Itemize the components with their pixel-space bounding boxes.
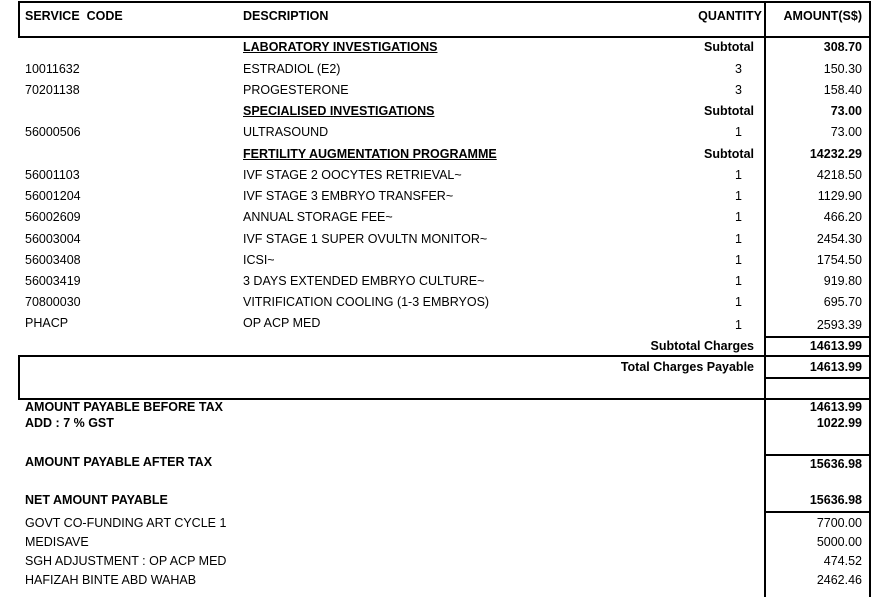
- item-description: ESTRADIOL (E2): [243, 62, 341, 76]
- item-quantity: 1: [735, 210, 742, 224]
- item-quantity: 1: [735, 274, 742, 288]
- net-amount-payable-value: 15636.98: [809, 493, 862, 507]
- item-amount: 73.00: [830, 125, 862, 139]
- section-title-laboratory: LABORATORY INVESTIGATIONS: [243, 40, 438, 54]
- item-quantity: 1: [735, 189, 742, 203]
- subtotal-amount: 73.00: [830, 104, 862, 118]
- item-amount: 695.70: [823, 295, 862, 309]
- amount-after-tax-value: 15636.98: [809, 457, 862, 471]
- service-code: 56003419: [25, 274, 81, 288]
- payment-amount: 5000.00: [816, 535, 862, 549]
- amount-before-tax-label: AMOUNT PAYABLE BEFORE TAX: [25, 400, 223, 414]
- item-quantity: 1: [735, 232, 742, 246]
- item-amount: 1129.90: [817, 189, 862, 203]
- service-code: 56000506: [25, 125, 81, 139]
- subtotal-charges-amount: 14613.99: [809, 339, 862, 353]
- item-amount: 919.80: [823, 274, 862, 288]
- item-description: IVF STAGE 3 EMBRYO TRANSFER~: [243, 189, 454, 203]
- payments-top-rule: [764, 511, 871, 513]
- item-amount: 150.30: [823, 62, 862, 76]
- subtotal-label: Subtotal: [704, 40, 754, 54]
- item-description: PROGESTERONE: [243, 83, 349, 97]
- item-quantity: 1: [735, 125, 742, 139]
- section-title-specialised: SPECIALISED INVESTIGATIONS: [243, 104, 435, 118]
- service-code: PHACP: [25, 316, 69, 330]
- amount-column-divider: [764, 1, 766, 597]
- payment-amount: 7700.00: [816, 516, 862, 530]
- gst-label: ADD : 7 % GST: [25, 416, 114, 430]
- table-left-border: [18, 1, 20, 37]
- item-amount: 466.20: [823, 210, 862, 224]
- payment-label: GOVT CO-FUNDING ART CYCLE 1: [25, 516, 227, 530]
- payment-label: HAFIZAH BINTE ABD WAHAB: [25, 573, 197, 587]
- item-quantity: 1: [735, 318, 742, 332]
- subtotal-charges-top-rule: [764, 336, 871, 338]
- subtotal-amount: 308.70: [823, 40, 862, 54]
- service-code: 56001204: [25, 189, 81, 203]
- service-code: 70201138: [25, 83, 80, 97]
- item-quantity: 1: [735, 253, 742, 267]
- service-code: 56003004: [25, 232, 81, 246]
- item-description: VITRIFICATION COOLING (1-3 EMBRYOS): [243, 295, 490, 309]
- subtotal-amount: 14232.29: [809, 147, 862, 161]
- charges-divider: [18, 355, 871, 357]
- header-bottom-border: [18, 36, 871, 38]
- item-amount: 158.40: [823, 83, 862, 97]
- service-code: 56001103: [25, 168, 80, 182]
- item-amount: 4218.50: [816, 168, 862, 182]
- item-description: 3 DAYS EXTENDED EMBRYO CULTURE~: [243, 274, 485, 288]
- header-service-code: SERVICE CODE: [25, 9, 123, 23]
- item-description: IVF STAGE 1 SUPER OVULTN MONITOR~: [243, 232, 488, 246]
- subtotal-label: Subtotal: [704, 147, 754, 161]
- item-amount: 2454.30: [816, 232, 862, 246]
- service-code: 56002609: [25, 210, 81, 224]
- amount-before-tax-value: 14613.99: [809, 400, 862, 414]
- payment-amount: 2462.46: [816, 573, 862, 587]
- item-quantity: 3: [735, 83, 742, 97]
- item-description: ULTRASOUND: [243, 125, 329, 139]
- item-description: OP ACP MED: [243, 316, 321, 330]
- item-quantity: 3: [735, 62, 742, 76]
- total-charges-payable-amount: 14613.99: [809, 360, 862, 374]
- total-charges-payable-label: Total Charges Payable: [620, 360, 754, 374]
- subtotal-charges-label: Subtotal Charges: [650, 339, 754, 353]
- item-amount: 1754.50: [816, 253, 862, 267]
- payment-amount: 474.52: [823, 554, 862, 568]
- after-tax-top-rule: [764, 454, 871, 456]
- item-description: IVF STAGE 2 OOCYTES RETRIEVAL~: [243, 168, 462, 182]
- payment-label: MEDISAVE: [25, 535, 89, 549]
- item-quantity: 1: [735, 295, 742, 309]
- service-code: 10011632: [25, 62, 80, 76]
- net-amount-payable-label: NET AMOUNT PAYABLE: [25, 493, 168, 507]
- item-quantity: 1: [735, 168, 742, 182]
- table-top-border: [18, 1, 871, 3]
- gst-value: 1022.99: [816, 416, 862, 430]
- table-right-border: [869, 1, 871, 597]
- total-payable-bottom-rule: [764, 377, 871, 379]
- item-description: ANNUAL STORAGE FEE~: [243, 210, 393, 224]
- item-description: ICSI~: [243, 253, 275, 267]
- service-code: 56003408: [25, 253, 81, 267]
- subtotal-label: Subtotal: [704, 104, 754, 118]
- left-border-lower: [18, 356, 20, 398]
- header-quantity: QUANTITY: [698, 9, 762, 23]
- payment-label: SGH ADJUSTMENT : OP ACP MED: [25, 554, 227, 568]
- section-title-fertility: FERTILITY AUGMENTATION PROGRAMME: [243, 147, 497, 161]
- header-description: DESCRIPTION: [243, 9, 329, 23]
- service-code: 70800030: [25, 295, 81, 309]
- amount-after-tax-label: AMOUNT PAYABLE AFTER TAX: [25, 455, 213, 469]
- header-amount: AMOUNT(S$): [783, 9, 862, 23]
- item-amount: 2593.39: [816, 318, 862, 332]
